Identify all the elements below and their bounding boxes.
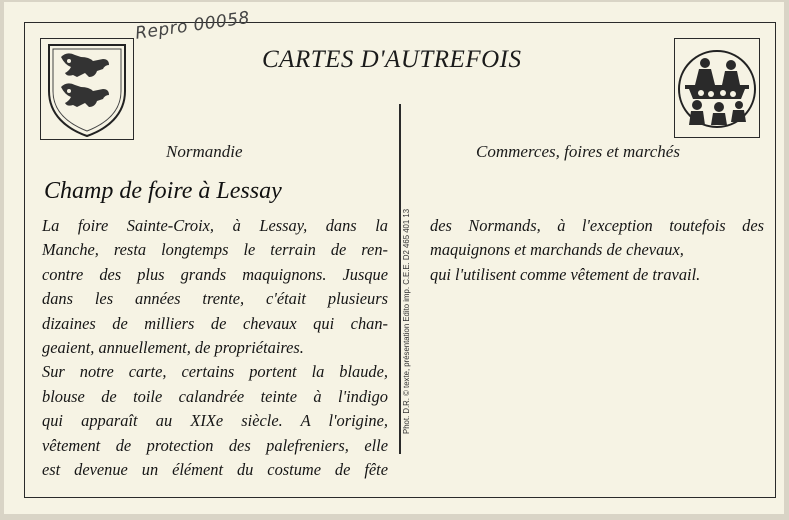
coat-of-arms-box	[40, 38, 134, 140]
region-label: Normandie	[166, 142, 243, 161]
caption-line: blouse de toile calandrée teinte à l'indigo	[42, 386, 388, 406]
caption-line: Sur notre carte, certains portent la blaude,	[42, 362, 388, 382]
caption-line: qui apparaît au XIXe siècle. A l'origine,	[42, 411, 388, 431]
caption-line: contre des plus grands maquignons. Jusque	[42, 264, 388, 284]
category-label: Commerces, foires et marchés	[476, 142, 680, 161]
series-title: CARTES D'AUTREFOIS	[262, 46, 522, 73]
caption-left-column	[42, 214, 388, 482]
caption-right-column	[430, 214, 764, 287]
caption-line: qui l'utilisent comme vêtement de travail.	[430, 264, 701, 284]
caption-line: des Normands, à l'exception toutefois des	[430, 216, 764, 235]
photo-credit: Phot. D.R. © texte, présentation Edito imp. C.E.E. D2 465 401 13	[402, 208, 411, 434]
handwritten-reference: Repro 00058	[134, 7, 252, 44]
normandy-coat-of-arms-icon	[41, 39, 133, 139]
caption-line: maquignons et marchands de chevaux,	[430, 240, 684, 260]
market-scene-box	[674, 38, 760, 138]
caption-line: dans les années trente, c'était plusieurs	[42, 289, 388, 309]
caption-line: vêtement de protection des palefreniers, elle	[42, 435, 388, 455]
caption-line: est devenue un élément du costume de fête	[42, 460, 388, 480]
card-title: Champ de foire à Lessay	[44, 178, 282, 204]
caption-line: Manche, resta longtemps le terrain de ren-	[42, 240, 388, 260]
caption-line: La foire Sainte-Croix, à Lessay, dans la	[42, 216, 388, 235]
caption-line: dizaines de milliers de chevaux qui chan-	[42, 313, 388, 333]
caption-line: geaient, annuellement, de propriétaires.	[42, 338, 304, 358]
center-divider	[399, 104, 401, 454]
market-scene-icon	[675, 39, 759, 137]
